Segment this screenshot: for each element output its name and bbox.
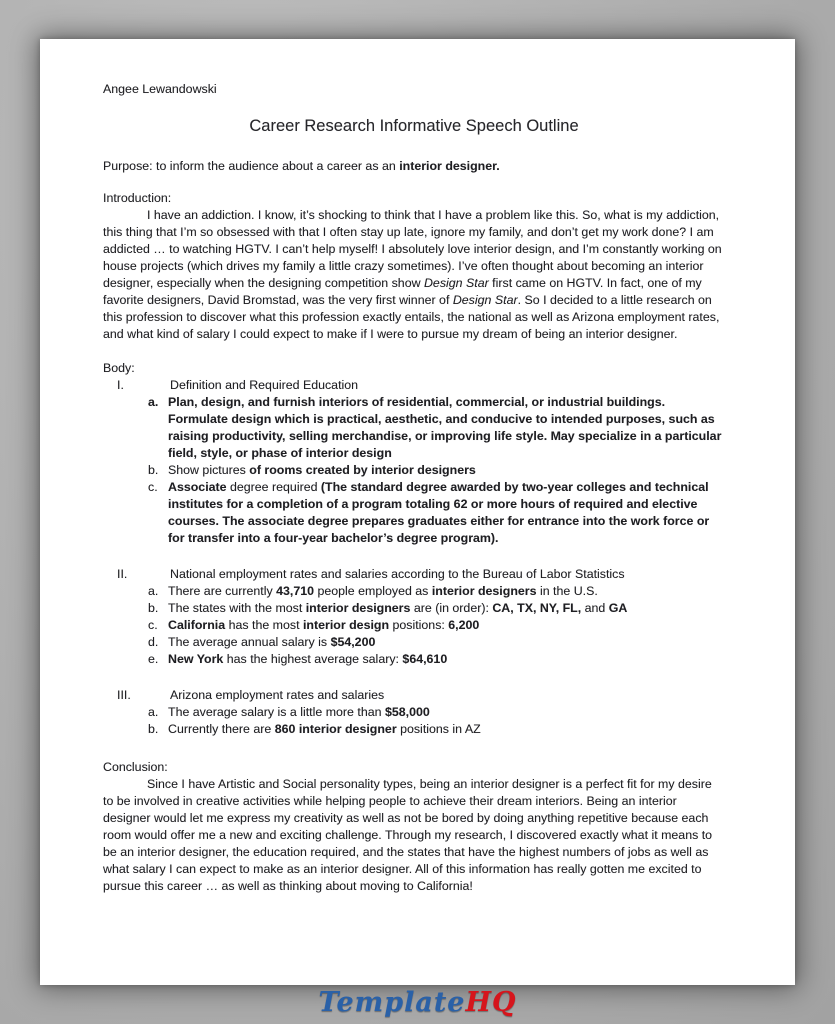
outline-item-text: There are currently 43,710 people employed as interior designers in the U.S. <box>168 584 598 598</box>
outline-letter: a. <box>148 705 159 719</box>
templatehq-watermark <box>0 986 835 1024</box>
outline-section-header <box>103 687 725 704</box>
outline-item-text: The average salary is a little more than $58,000 <box>168 705 430 719</box>
outline-item-text: Currently there are 860 interior designer positions in AZ <box>168 722 481 736</box>
outline-item-text: The states with the most interior designers are (in order): CA, TX, NY, FL, and GA <box>168 601 628 615</box>
outline-letter: e. <box>148 652 159 666</box>
templatehq-watermark-blue: Template <box>318 987 466 1018</box>
outline-letter: b. <box>148 463 159 477</box>
outline-letter: d. <box>148 635 159 649</box>
outline-numeral: III. <box>117 688 131 702</box>
outline-item <box>103 479 725 547</box>
outline-section-title: Definition and Required Education <box>170 378 359 392</box>
templatehq-watermark-red: HQ <box>465 987 517 1018</box>
outline-item <box>103 651 725 668</box>
outline-numeral: I. <box>117 378 124 392</box>
conclusion-heading: Conclusion: <box>103 760 168 774</box>
outline-item <box>103 583 725 600</box>
outline-item <box>103 617 725 634</box>
introduction-heading: Introduction: <box>103 191 172 205</box>
outline-item-text: Plan, design, and furnish interiors of residential, commercial, or industrial buildings. Formulate design which is practical, aesthetic, and conducive to intended purposes, such as raising productivity, selling merchandise, or improving life style. May specialize in a particular field, style, or phase of interior design <box>168 395 722 460</box>
outline-item-text: The average annual salary is $54,200 <box>168 635 376 649</box>
outline-item-text: New York has the highest average salary: $64,610 <box>168 652 448 666</box>
outline-letter: c. <box>148 618 158 632</box>
outline-section-1 <box>103 377 725 547</box>
conclusion-paragraph: Since I have Artistic and Social personality types, being an interior designer is a perfect fit for my desire to be involved in creative activities while helping people to achieve their dream interiors. Being an interior designer would let me express my creativity as well as not be bored by doing anything repetitive because each room would offer me a new and exciting challenge. Through my research, I discovered exactly what it means to be an interior designer, the education required, and the states that have the highest numbers of jobs as well as what salary I can expect to make as an interior designer. All of this information has really gotten me excited to pursue this career … as well as thinking about moving to California! <box>103 777 713 893</box>
outline-letter: b. <box>148 601 159 615</box>
outline-item <box>103 462 725 479</box>
document-content <box>40 39 795 985</box>
document-page <box>40 39 795 985</box>
introduction-paragraph: I have an addiction. I know, it’s shocking to think that I have a problem like this. So, what is my addiction, this thing that I’m so obsessed with that I often stay up late, ignore my family, and don’t get my work done? I am addicted … to watching HGTV. I can’t help myself! I absolutely love interior design, and I’m constantly working on house projects (which drives my family a little crazy sometimes). I’ve often thought about becoming an interior designer, especially when the designing competition show Design Star first came on HGTV. In fact, one of my favorite designers, David Bromstad, was the very first winner of Design Star. So I decided to a little research on this profession to discover what this profession exactly entails, the national as well as Arizona employment rates, and what kind of salary I could expect to make if I were to pursue my dream of being an interior designer. <box>103 208 722 341</box>
outline-section-3 <box>103 687 725 738</box>
outline-item <box>103 721 725 738</box>
outline-item-text: California has the most interior design positions: 6,200 <box>168 618 480 632</box>
outline-item <box>103 704 725 721</box>
outline-numeral: II. <box>117 567 128 581</box>
outline-section-2 <box>103 566 725 668</box>
outline-item <box>103 600 725 617</box>
outline-letter: a. <box>148 584 159 598</box>
outline-item-text: Show pictures of rooms created by interior designers <box>168 463 476 477</box>
author-name: Angee Lewandowski <box>103 82 217 96</box>
outline-letter: b. <box>148 722 159 736</box>
outline-letter: a. <box>148 395 159 409</box>
outline-section-header <box>103 377 725 394</box>
purpose-line: Purpose: to inform the audience about a career as an interior designer. <box>103 159 500 173</box>
outline-item-text: Associate degree required (The standard degree awarded by two-year colleges and technical institutes for a completion of a program totaling 62 or more hours of required and elective courses. The associate degree prepares graduates either for entrance into the work force or for transfer into a four-year bachelor’s degree program). <box>168 480 710 545</box>
document-title: Career Research Informative Speech Outline <box>249 117 579 135</box>
body-heading: Body: <box>103 361 135 375</box>
outline-item <box>103 394 725 462</box>
outline-item <box>103 634 725 651</box>
outline-letter: c. <box>148 480 158 494</box>
outline-section-title: Arizona employment rates and salaries <box>170 688 385 702</box>
outline-section-header <box>103 566 725 583</box>
outline-section-title: National employment rates and salaries according to the Bureau of Labor Statistics <box>170 567 625 581</box>
